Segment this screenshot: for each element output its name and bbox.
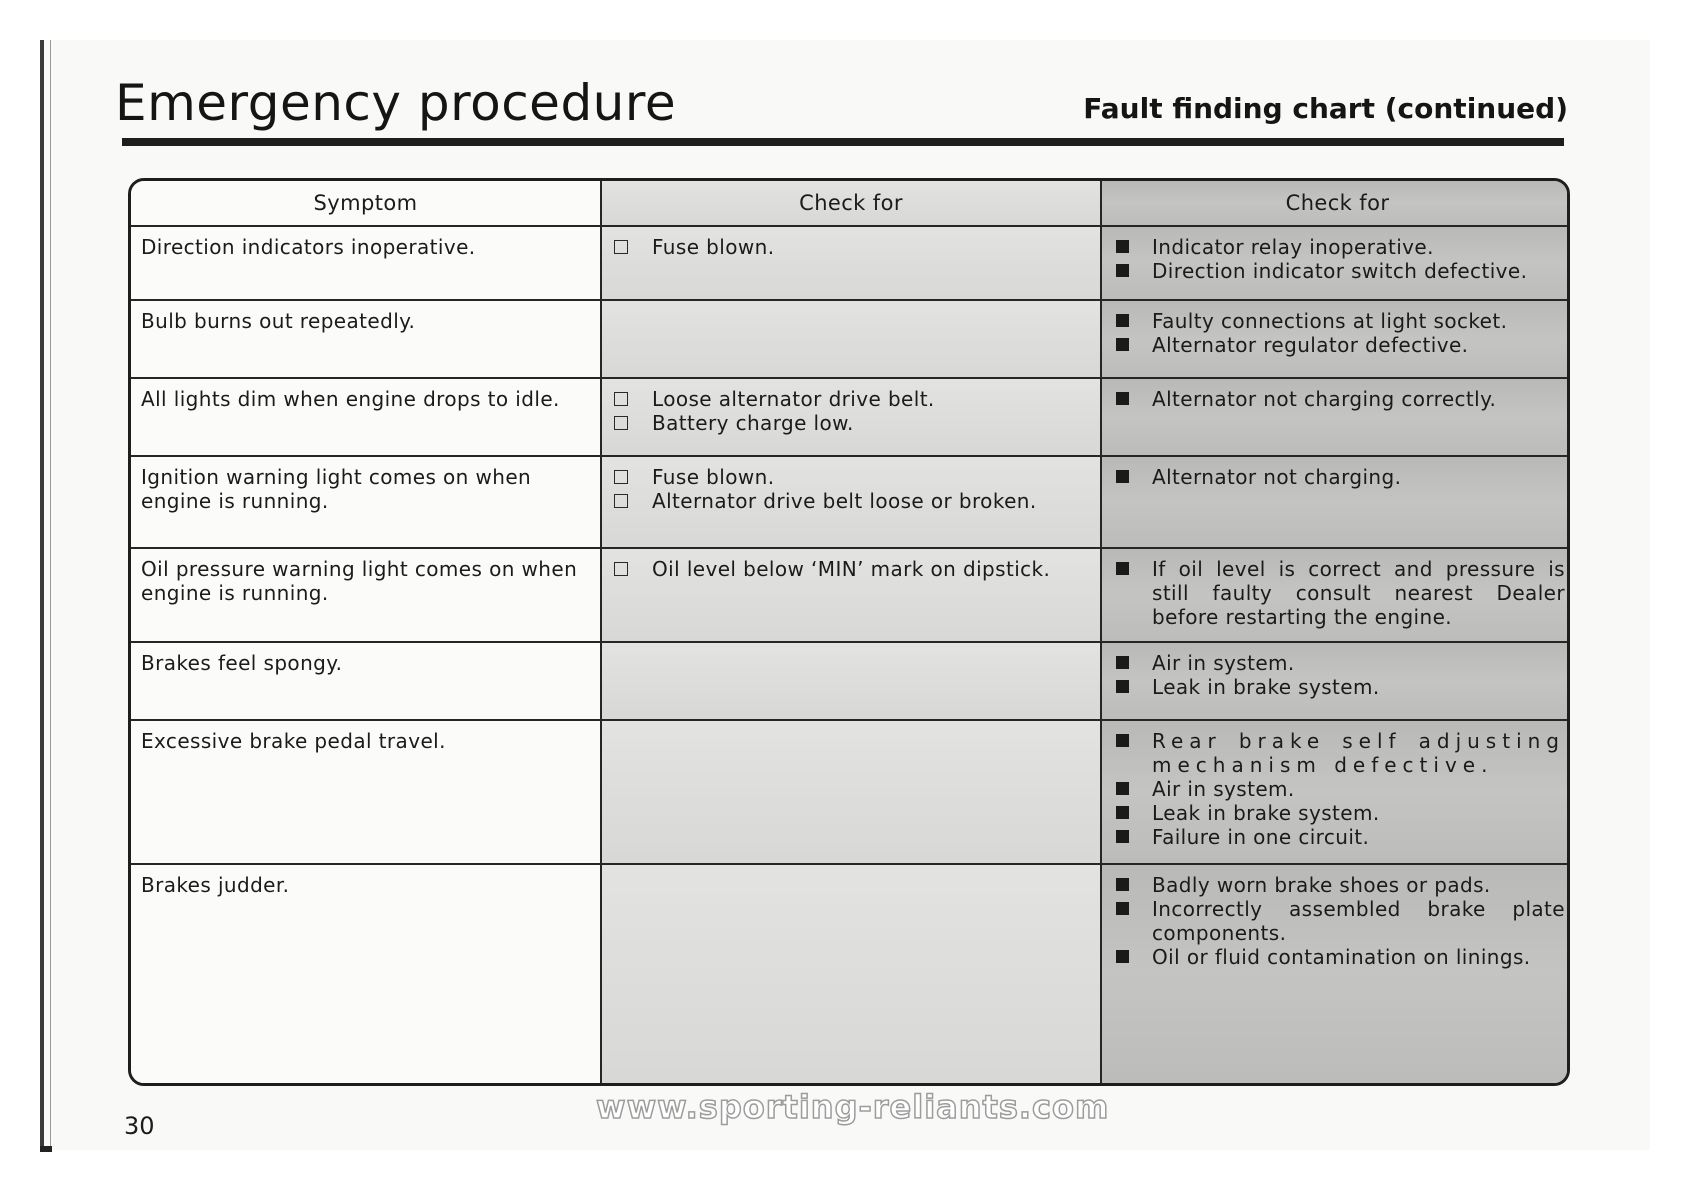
dealer-check-item: Air in system. bbox=[1112, 651, 1565, 675]
dealer-check-item: Failure in one circuit. bbox=[1112, 825, 1565, 849]
column-header-dealer-check: Check for bbox=[1101, 181, 1570, 226]
fault-finding-chart bbox=[128, 178, 1570, 1086]
dealer-check-item: Rear brake self adjusting mechanism defective. bbox=[1112, 729, 1565, 777]
fault-table bbox=[131, 181, 1570, 1083]
page-number: 30 bbox=[124, 1112, 155, 1140]
dealer-check-cell bbox=[1101, 642, 1570, 720]
page-subtitle: Fault finding chart (continued) bbox=[1083, 92, 1568, 125]
dealer-check-item: Alternator not charging correctly. bbox=[1112, 387, 1565, 411]
owner-check-item: Alternator drive belt loose or broken. bbox=[612, 489, 1092, 513]
owner-check-cell bbox=[601, 378, 1101, 456]
symptom-cell: Bulb burns out repeatedly. bbox=[131, 300, 601, 378]
dealer-check-item: Leak in brake system. bbox=[1112, 801, 1565, 825]
table-row bbox=[131, 300, 1570, 378]
owner-check-cell bbox=[601, 300, 1101, 378]
owner-check-cell bbox=[601, 456, 1101, 548]
table-row bbox=[131, 456, 1570, 548]
owner-check-cell bbox=[601, 548, 1101, 642]
dealer-check-item: Faulty connections at light socket. bbox=[1112, 309, 1565, 333]
dealer-check-item: Alternator not charging. bbox=[1112, 465, 1565, 489]
dealer-check-item: Alternator regulator defective. bbox=[1112, 333, 1565, 357]
column-header-symptom: Symptom bbox=[131, 181, 601, 226]
watermark-url: www.sporting-reliants.com bbox=[596, 1088, 1110, 1126]
dealer-check-item: Air in system. bbox=[1112, 777, 1565, 801]
symptom-cell: Ignition warning light comes on when engine is running. bbox=[131, 456, 601, 548]
page-corner-mark bbox=[40, 1146, 52, 1152]
owner-check-item: Fuse blown. bbox=[612, 465, 1092, 489]
page-binding-edge bbox=[40, 40, 44, 1150]
dealer-check-item: Indicator relay inoperative. bbox=[1112, 235, 1565, 259]
dealer-check-item: Leak in brake system. bbox=[1112, 675, 1565, 699]
dealer-check-cell bbox=[1101, 720, 1570, 864]
owner-check-item: Fuse blown. bbox=[612, 235, 1092, 259]
symptom-cell: Excessive brake pedal travel. bbox=[131, 720, 601, 864]
table-row bbox=[131, 378, 1570, 456]
dealer-check-item: Incorrectly assembled brake plate components. bbox=[1112, 897, 1565, 945]
table-row bbox=[131, 642, 1570, 720]
owner-check-cell bbox=[601, 642, 1101, 720]
dealer-check-item: Oil or fluid contamination on linings. bbox=[1112, 945, 1565, 969]
dealer-check-item: Badly worn brake shoes or pads. bbox=[1112, 873, 1565, 897]
owner-check-cell bbox=[601, 720, 1101, 864]
symptom-cell: Direction indicators inoperative. bbox=[131, 226, 601, 300]
dealer-check-cell bbox=[1101, 456, 1570, 548]
owner-check-item: Battery charge low. bbox=[612, 411, 1092, 435]
table-row bbox=[131, 226, 1570, 300]
owner-check-item: Loose alternator drive belt. bbox=[612, 387, 1092, 411]
dealer-check-item: Direction indicator switch defective. bbox=[1112, 259, 1565, 283]
dealer-check-cell bbox=[1101, 226, 1570, 300]
dealer-check-cell bbox=[1101, 378, 1570, 456]
page-title: Emergency procedure bbox=[115, 74, 677, 132]
table-row bbox=[131, 720, 1570, 864]
owner-check-item: Oil level below ‘MIN’ mark on dipstick. bbox=[612, 557, 1092, 581]
dealer-check-cell bbox=[1101, 548, 1570, 642]
dealer-check-cell bbox=[1101, 864, 1570, 1083]
symptom-cell: Oil pressure warning light comes on when engine is running. bbox=[131, 548, 601, 642]
title-rule bbox=[122, 138, 1564, 146]
owner-check-cell bbox=[601, 864, 1101, 1083]
symptom-cell: Brakes judder. bbox=[131, 864, 601, 1083]
page-binding-line bbox=[50, 40, 51, 1150]
dealer-check-cell bbox=[1101, 300, 1570, 378]
table-row bbox=[131, 548, 1570, 642]
symptom-cell: Brakes feel spongy. bbox=[131, 642, 601, 720]
symptom-cell: All lights dim when engine drops to idle. bbox=[131, 378, 601, 456]
dealer-check-item: If oil level is correct and pressure is still faulty consult nearest Dealer before restarting the engine. bbox=[1112, 557, 1565, 629]
column-header-owner-check: Check for bbox=[601, 181, 1101, 226]
table-header-row bbox=[131, 181, 1570, 226]
owner-check-cell bbox=[601, 226, 1101, 300]
table-row bbox=[131, 864, 1570, 1083]
